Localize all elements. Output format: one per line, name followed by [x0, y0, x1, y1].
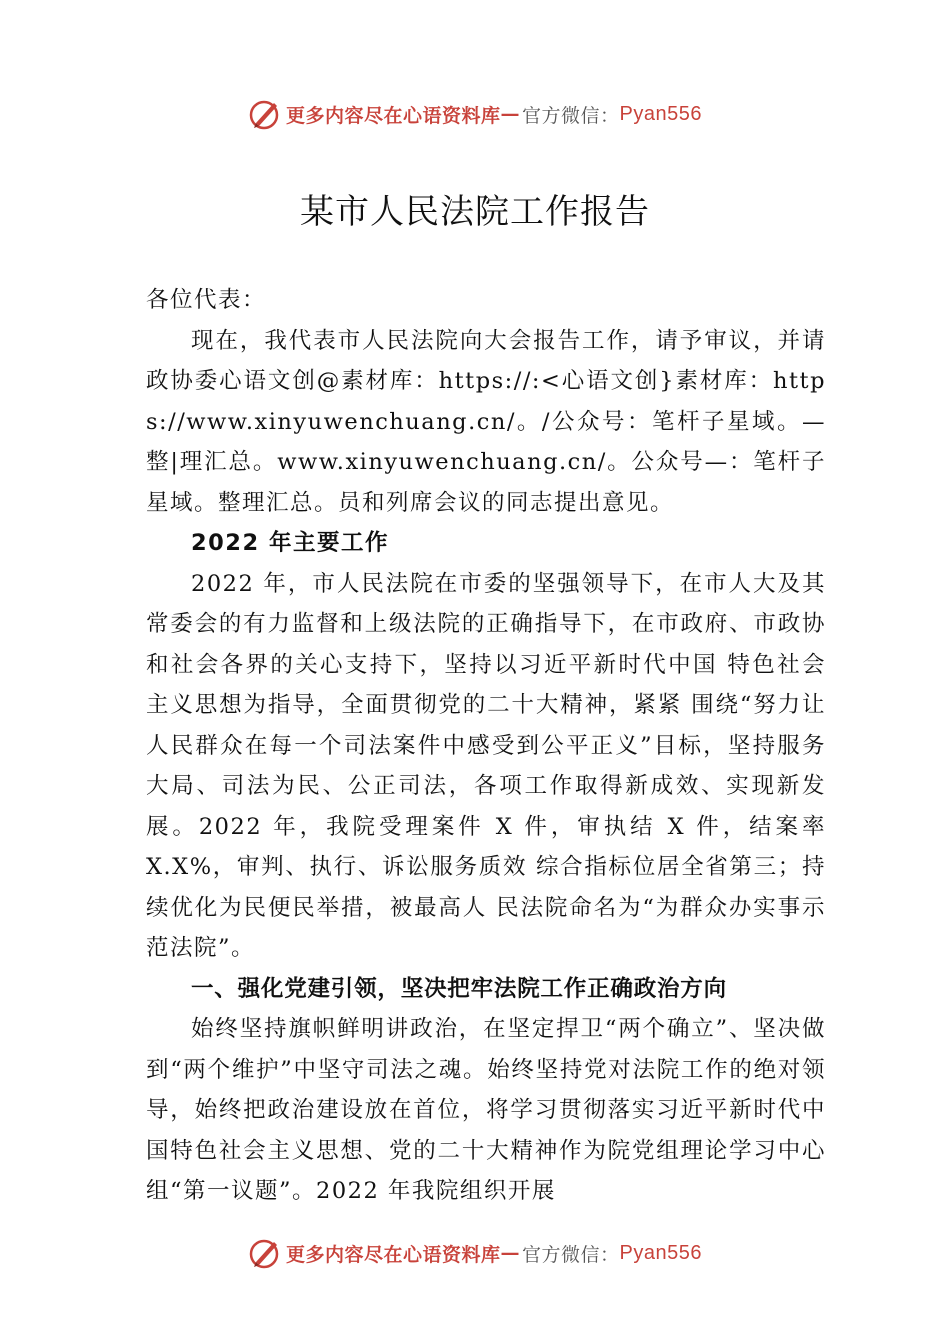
- banner-dash: —: [500, 103, 521, 125]
- heading-year-work: 2022 年主要工作: [191, 530, 389, 556]
- banner-account: Pyan556: [619, 1241, 702, 1264]
- document-title: 某市人民法院工作报告: [300, 192, 650, 232]
- heading-section-1: 一、强化党建引领，坚决把牢法院工作正确政治方向: [191, 975, 727, 1002]
- paragraph-party-building: 始终坚持旗帜鲜明讲政治，在坚定捍卫“两个确立”、坚决做到“两个维护”中坚守司法之魂。始终坚持党对法院工作的绝对领导，始终把政治建设放在首位，将学习贯彻落实习近平新时代中国特色社会主义思想、党的二十大精神作为院党组理论学习中心组“第一议题”。2022 年我院组织开展: [146, 1016, 826, 1204]
- watermark-banner-top: [0, 94, 950, 134]
- paragraph-overview: 2022 年，市人民法院在市委的坚强领导下，在市人大及其常委会的有力监督和上级法院的正确指导下，在市政府、市政协和社会各界的关心支持下，坚持以习近平新时代中国 特色社会主义思想为指导，全面贯彻党的二十大精神，紧紧 围绕“努力让人民群众在每一个司法案件中感受到公平正义”目标，坚持服务大局、司法为民、公正司法，各项工作取得新成效、实现新发展。2022 年，我院受理案件 X 件，审执结 X 件，结案率 X.X%，审判、执行、诉讼服务质效 综合指标位居全省第三；持续优化为民便民举措，被最高人 民法院命名为“为群众办实事示范法院”。: [146, 570, 826, 961]
- banner-brand: 更多内容尽在心语资料库: [286, 1243, 501, 1266]
- watermark-banner-bottom: [0, 1233, 950, 1273]
- banner-wechat-label: 官方微信：: [522, 1243, 620, 1266]
- document-body: [146, 280, 826, 1212]
- banner-dash: —: [500, 1242, 521, 1264]
- banner-account: Pyan556: [619, 102, 702, 125]
- banner-brand: 更多内容尽在心语资料库: [286, 104, 501, 127]
- banner-wechat-label: 官方微信：: [522, 104, 620, 127]
- pen-logo-icon: [248, 1236, 282, 1270]
- pen-logo-icon: [248, 97, 282, 131]
- paragraph-intro: 现在，我代表市人民法院向大会报告工作，请予审议，并请政协委心语文创@素材库：https://:<心语文创}素材库：https://www.xinyuwenchuang.cn/。/公众号：笔杆子星域。—整|理汇总。www.xinyuwenchuang.cn/。公众号—：笔杆子星域。整理汇总。员和列席会议的同志提出意见。: [146, 327, 826, 516]
- salutation: 各位代表：: [146, 287, 267, 313]
